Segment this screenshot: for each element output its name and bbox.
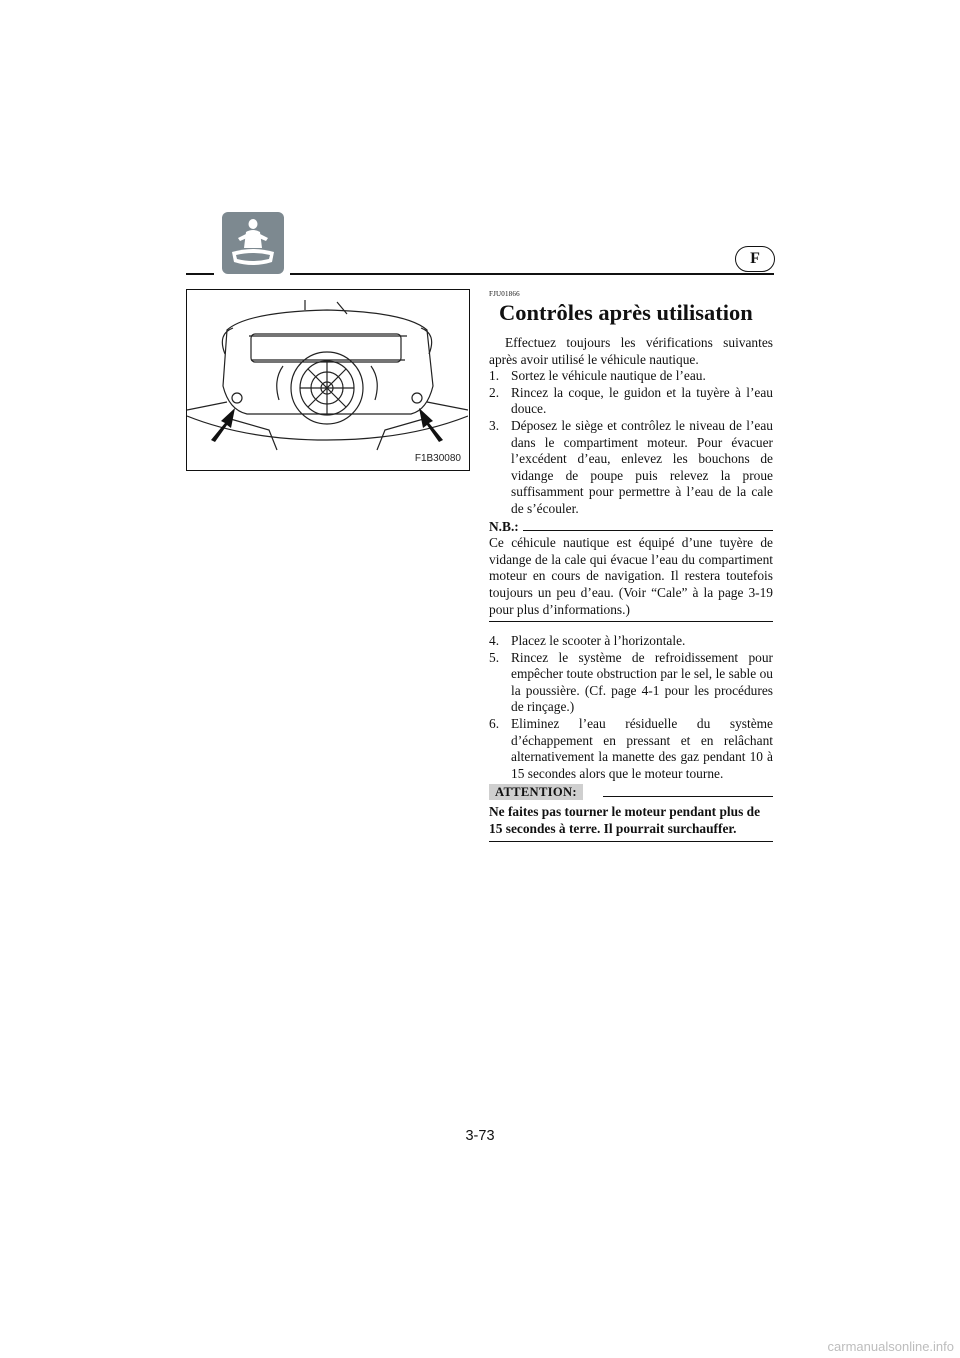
language-badge: F	[735, 246, 775, 272]
list-item	[489, 368, 773, 385]
step-number: 2.	[489, 384, 500, 400]
header-rule	[290, 273, 774, 275]
step-text: Rincez le système de refroidissement pour empêcher toute obstruction par le sel, le sable ou la poussière. (Cf. page 4-1 pour les procédures de rinçage.)	[511, 649, 773, 715]
intro-paragraph: Effectuez toujours les vérifications suivantes après avoir utilisé le véhicule nautique.	[489, 335, 773, 367]
attention-heading	[489, 784, 773, 800]
steps-list-first	[489, 368, 773, 517]
step-text: Eliminez l’eau résiduelle du système d’échappement en pressant et en relâchant alternativement la manette des gaz pendant 10 à 15 secondes alors que le moteur tourne.	[511, 716, 773, 781]
header-rule	[186, 273, 214, 275]
section-rider-icon	[222, 212, 284, 274]
figure-code: F1B30080	[414, 453, 461, 464]
watercraft-rear-illustration	[186, 289, 470, 471]
step-number: 6.	[489, 716, 500, 732]
list-item	[489, 418, 773, 518]
step-text: Déposez le siège et contrôlez le niveau de l’eau dans le compartiment moteur. Pour évacuer l’excédent d’eau, enlevez les bouchons de vidange de poupe puis relevez la proue suffisamment pour permettre à l’eau de la cale de s’écouler.	[511, 417, 773, 516]
step-number: 1.	[489, 368, 500, 384]
page-number: 3-73	[465, 1128, 495, 1144]
step-text: Sortez le véhicule nautique de l’eau.	[511, 368, 706, 384]
step-number: 3.	[489, 417, 500, 433]
step-number: 5.	[489, 649, 500, 665]
list-item	[489, 385, 773, 418]
list-item	[489, 633, 773, 650]
attention-rule	[603, 796, 773, 797]
note-label: N.B.:	[489, 518, 519, 534]
note-rule	[523, 530, 773, 531]
step-text: Placez le scooter à l’horizontale.	[511, 633, 686, 649]
rear-drain-plugs-drawing	[187, 290, 468, 469]
reference-code: FJU01866	[489, 290, 520, 298]
watermark: carmanualsonline.info	[827, 1339, 954, 1354]
section-title: Contrôles après utilisation	[499, 300, 753, 325]
instructions-column	[489, 290, 773, 842]
steps-list-second	[489, 633, 773, 782]
note-text: Ce céhicule nautique est équipé d’une tuyère de vidange de la cale qui évacue l’eau du compartiment moteur en cours de navigation. Il restera toutefois toujours un peu d’eau. (Voir “Cale” à la page 3-19 pour plus d’informations.)	[489, 535, 773, 622]
list-item	[489, 650, 773, 716]
step-number: 4.	[489, 633, 500, 649]
step-text: Rincez la coque, le guidon et la tuyère à l’eau douce.	[511, 384, 773, 417]
list-item	[489, 716, 773, 782]
note-heading	[489, 519, 773, 536]
attention-text: Ne faites pas tourner le moteur pendant plus de 15 secondes à terre. Il pourrait surchauffer.	[489, 804, 773, 841]
attention-label: ATTENTION:	[489, 784, 583, 800]
